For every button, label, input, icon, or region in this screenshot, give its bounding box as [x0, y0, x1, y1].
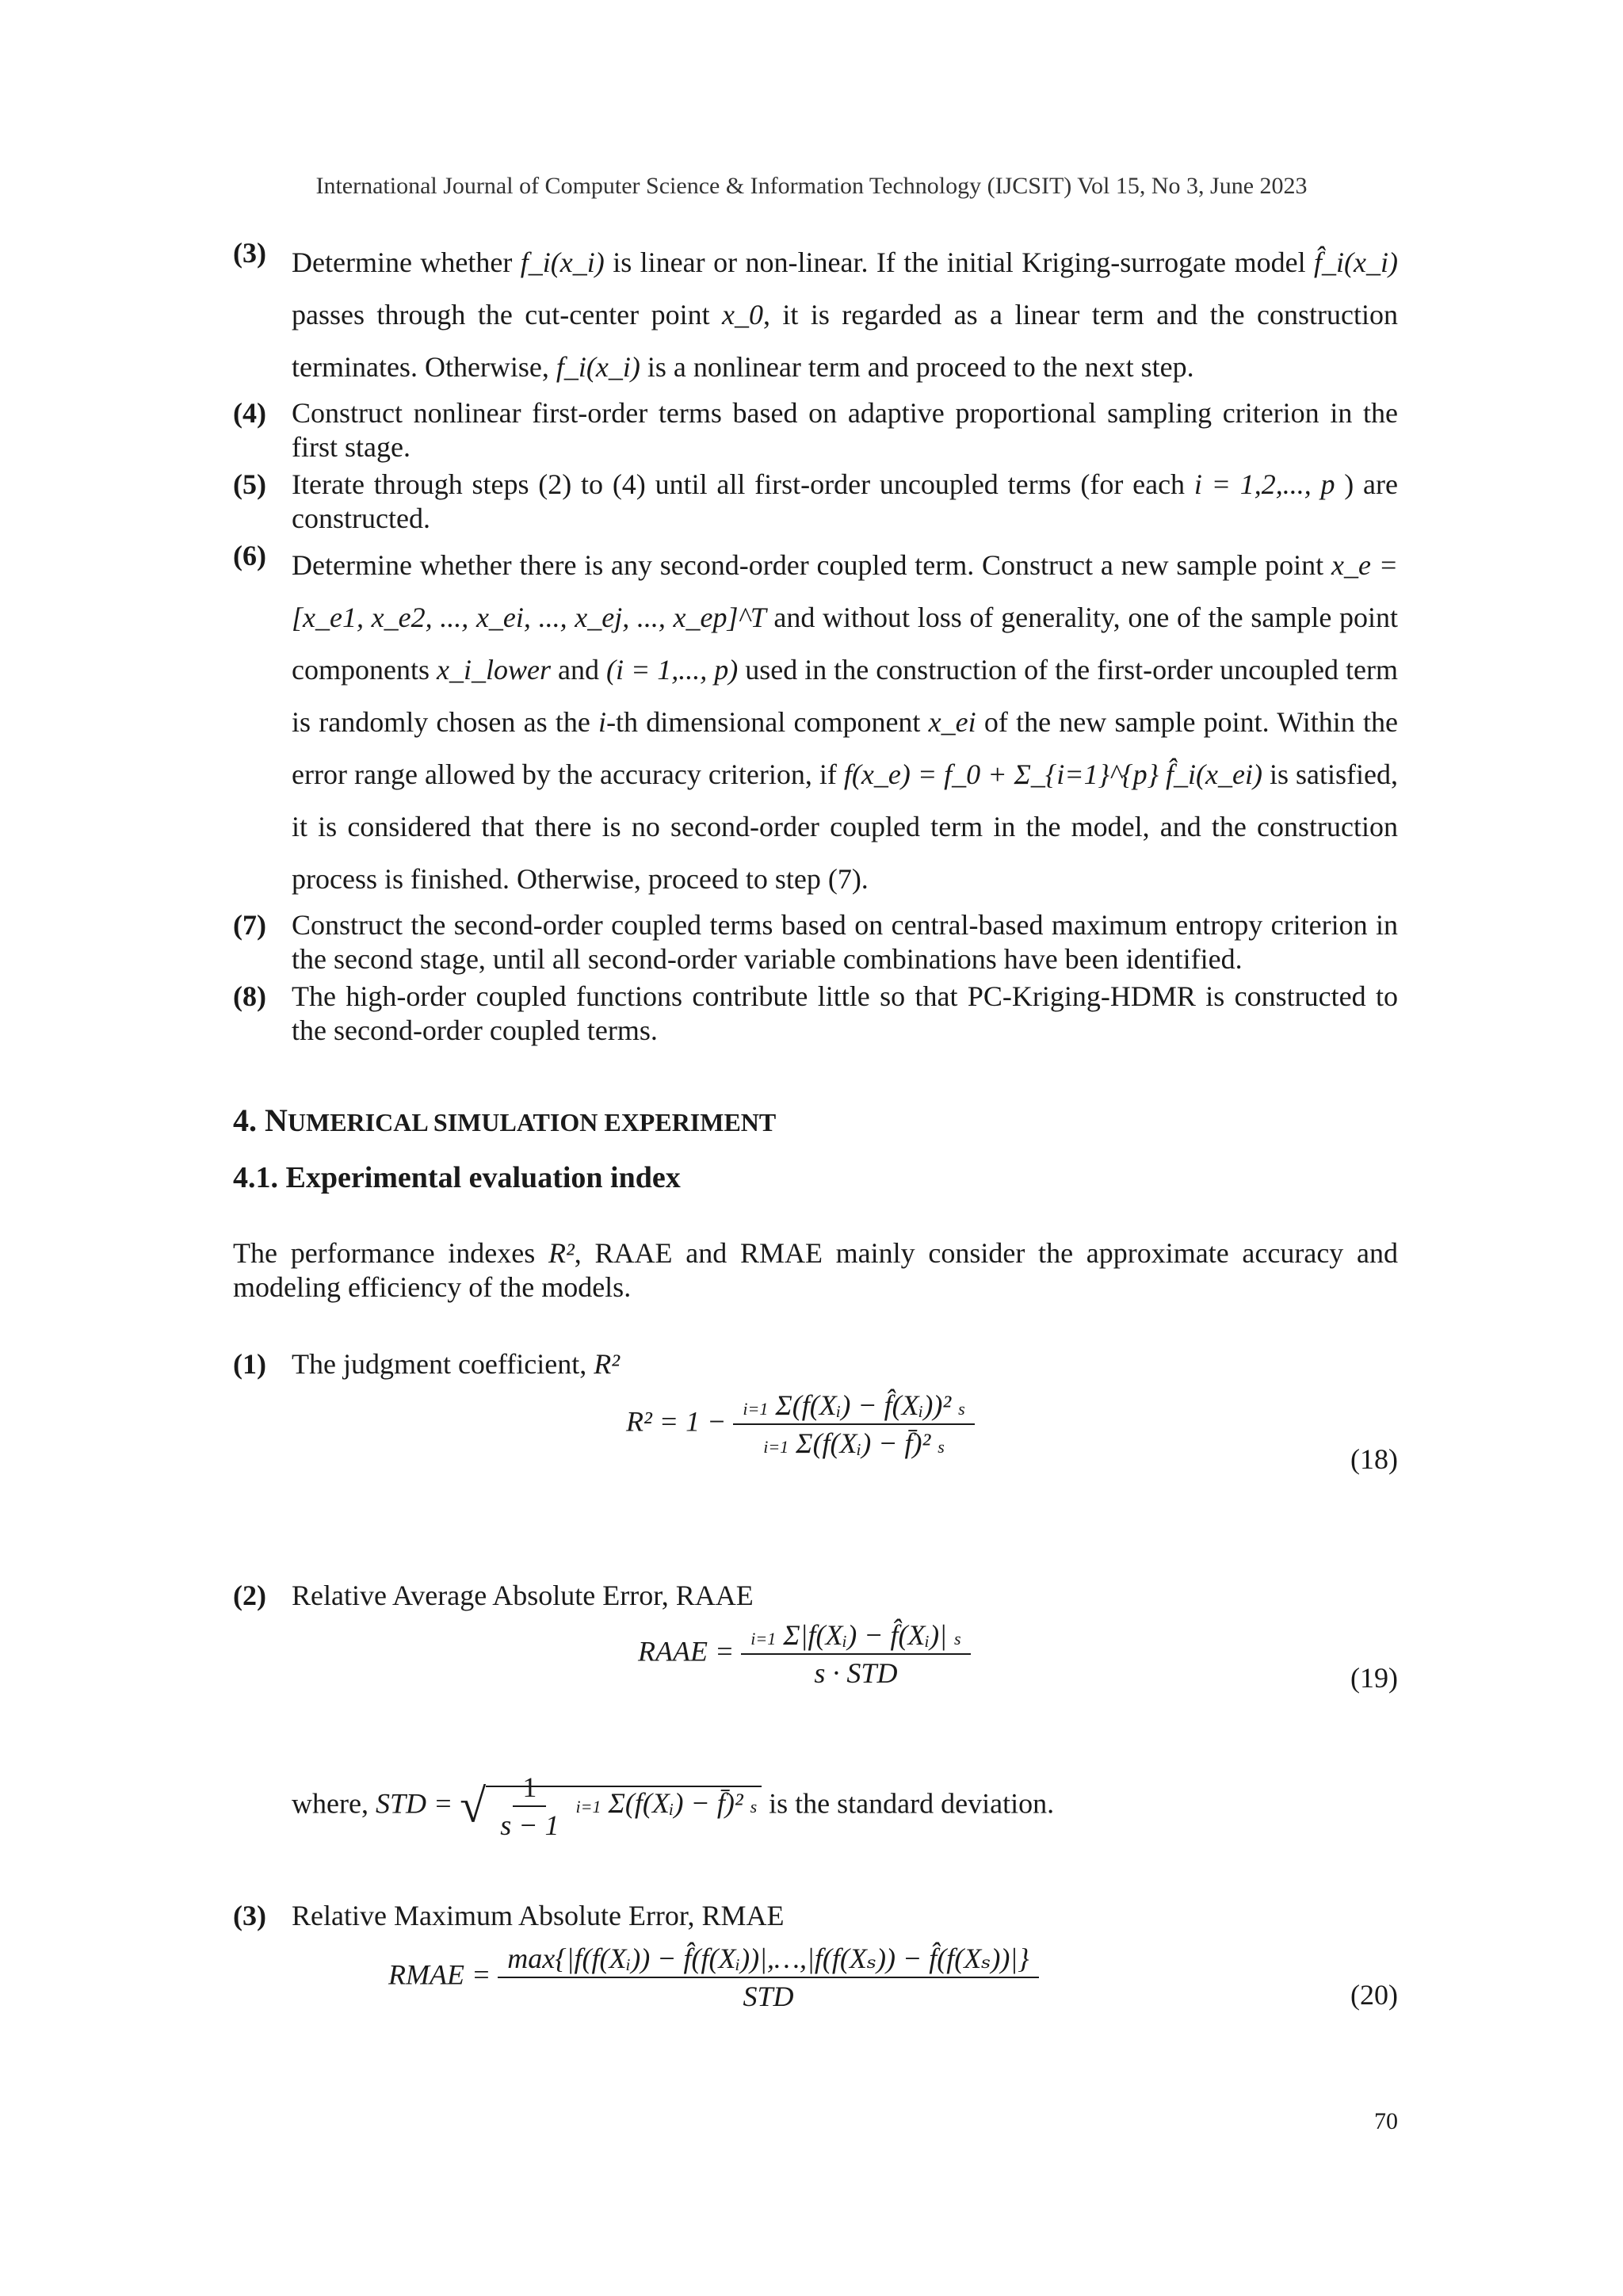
- sum-limit: i=1: [575, 1797, 601, 1817]
- eq-fraction: [498, 1940, 1038, 2015]
- std-lhs: STD =: [375, 1787, 453, 1820]
- step-body: [292, 539, 1398, 905]
- step-number: (3): [233, 237, 266, 269]
- item-number: (1): [233, 1348, 266, 1380]
- std-fraction: [491, 1769, 568, 1843]
- sqrt-body: [486, 1771, 762, 1841]
- math-fi-xi: f_i(x_i): [520, 246, 605, 278]
- math-x-lower: x_i_lower: [436, 654, 551, 686]
- eq-numerator: [741, 1617, 970, 1655]
- math-additive-condition: f(x_e) = f_0 + Σ_{i=1}^{p} f̂_i(x_ei): [843, 758, 1262, 790]
- intro-text: , RAAE and RMAE mainly consider the approximate accuracy and modeling efficiency of the models.: [233, 1237, 1398, 1303]
- std-frac-num: 1: [513, 1769, 546, 1807]
- step-text: of the new sample point. Within the error range allowed by the accuracy criterion, if: [292, 706, 1399, 790]
- equation-number: (20): [1350, 1979, 1398, 2011]
- step-body: Construct the second-order coupled terms based on central-based maximum entropy criterion in the second stage, until all second-order variable combinations have been identified.: [292, 909, 1398, 975]
- eq-lhs: RAAE =: [638, 1635, 735, 1668]
- step-number: (7): [233, 909, 266, 941]
- step-6: [233, 539, 1398, 905]
- step-3: [233, 236, 1398, 393]
- step-text: passes through the cut-center point: [292, 299, 722, 330]
- eq-numerator: max{|f(f(Xᵢ)) − f̂(f(Xᵢ))|,…,|f(f(Xₛ)) − f̂(f(Xₛ))|}: [498, 1940, 1038, 1978]
- step-text: Determine whether there is any second-order coupled term. Construct a new sample point: [292, 549, 1324, 581]
- step-7: [233, 908, 1398, 976]
- item-label: Relative Maximum Absolute Error, RMAE: [292, 1900, 785, 1931]
- math-x-ei: x_ei: [928, 706, 976, 738]
- step-8: [233, 980, 1398, 1048]
- std-post-text: is the standard deviation.: [769, 1787, 1055, 1820]
- step-number: (5): [233, 468, 266, 500]
- sum-limit: i=1: [743, 1399, 769, 1419]
- eq-denominator: s · STD: [814, 1657, 898, 1689]
- sum-limit: s: [750, 1797, 758, 1817]
- eq-lhs: RMAE =: [388, 1958, 491, 1991]
- item-label: The judgment coefficient,: [292, 1348, 594, 1380]
- section-number: 4.: [233, 1102, 265, 1138]
- eq-lhs: R² = 1 −: [626, 1405, 727, 1438]
- step-text: is linear or non-linear. If the initial Kriging-surrogate model: [604, 246, 1315, 278]
- intro-text: The performance indexes: [233, 1237, 548, 1269]
- math-fhat-xi: f̂_i(x_i): [1314, 246, 1398, 278]
- item-rmae: [233, 1899, 784, 1932]
- item-number: (3): [233, 1900, 266, 1931]
- equation-20: [388, 1940, 1039, 2015]
- math-index-range: (i = 1,..., p): [605, 654, 739, 686]
- step-body: [292, 468, 1398, 536]
- eq-den-expr: Σ(f(Xᵢ) − f̄)²: [796, 1427, 931, 1459]
- heading-initial: N: [265, 1102, 288, 1138]
- std-frac-den: s − 1: [500, 1809, 559, 1841]
- sqrt-icon: √: [460, 1779, 487, 1832]
- section-heading-4: [233, 1102, 776, 1139]
- item-label: Relative Average Absolute Error, RAAE: [292, 1580, 754, 1611]
- eq-num-expr: Σ(f(Xᵢ) − f̂(Xᵢ))²: [775, 1389, 952, 1421]
- intro-paragraph: [233, 1236, 1398, 1305]
- step-number: (4): [233, 397, 266, 429]
- eq-num-expr: Σ|f(Xᵢ) − f̂(Xᵢ)|: [783, 1619, 948, 1651]
- step-text: is a nonlinear term and proceed to the next step.: [640, 351, 1194, 383]
- heading-smallcaps: UMERICAL SIMULATION EXPERIMENT: [287, 1108, 777, 1137]
- item-judgment-coefficient: [233, 1347, 620, 1381]
- equation-18: [626, 1387, 975, 1461]
- math-r-squared: R²: [594, 1348, 620, 1380]
- sum-limit: i=1: [763, 1437, 789, 1457]
- sum-limit: i=1: [750, 1629, 777, 1648]
- procedure-steps: [233, 236, 1398, 1051]
- step-text: , it is regarded as a linear term and the construction terminates. Otherwise,: [292, 299, 1399, 383]
- step-text: Iterate through steps (2) to (4) until all first-order uncoupled terms (for each: [292, 468, 1194, 500]
- step-text: and without loss of generality, one of the sample point components: [292, 602, 1398, 686]
- item-raae: [233, 1579, 754, 1612]
- std-pre-text: where,: [292, 1787, 376, 1820]
- sum-limit: s: [938, 1437, 945, 1457]
- step-text: used in the construction of the first-order uncoupled term is randomly chosen as the: [292, 654, 1398, 738]
- eq-fraction: [741, 1617, 970, 1691]
- equation-number: (18): [1350, 1443, 1398, 1475]
- item-number: (2): [233, 1580, 266, 1611]
- math-fi-xi: f_i(x_i): [556, 351, 640, 383]
- step-text: is satisfied, it is considered that there is no second-order coupled term in the model, and the construction process is finished. Otherwise, proceed to step (7).: [292, 758, 1398, 895]
- step-body: Construct nonlinear first-order terms based on adaptive proportional sampling criterion in the first stage.: [292, 397, 1398, 463]
- eq-denominator: [754, 1425, 954, 1461]
- equation-number: (19): [1350, 1662, 1398, 1694]
- eq-fraction: [733, 1387, 974, 1461]
- section-heading-4-1: 4.1. Experimental evaluation index: [233, 1161, 681, 1194]
- math-sample-point-xe: x_e = [x_e1, x_e2, ..., x_ei, ..., x_ej, ..., x_ep]^T: [292, 549, 1399, 633]
- step-text: -th dimensional component: [606, 706, 929, 738]
- sum-limit: s: [958, 1399, 965, 1419]
- sum-limit: s: [954, 1629, 961, 1648]
- math-r-squared: R²: [548, 1237, 575, 1269]
- step-body: [292, 236, 1398, 393]
- eq-numerator: [733, 1387, 974, 1425]
- math-i: i: [598, 706, 607, 738]
- math-index-range: i = 1,2,..., p: [1193, 468, 1335, 500]
- std-definition: [292, 1769, 1054, 1843]
- step-text: ) are constructed.: [292, 468, 1399, 534]
- step-body: The high-order coupled functions contribute little so that PC-Kriging-HDMR is constructed to the second-order coupled terms.: [292, 980, 1398, 1046]
- math-x0: x_0: [722, 299, 763, 330]
- step-number: (8): [233, 980, 266, 1012]
- eq-denominator: STD: [743, 1981, 794, 2012]
- step-text: and: [550, 654, 606, 686]
- page-number: 70: [1374, 2108, 1398, 2134]
- step-text: Determine whether: [292, 246, 521, 278]
- step-4: [233, 396, 1398, 464]
- step-number: (6): [233, 540, 266, 571]
- std-body: Σ(f(Xᵢ) − f̄)²: [608, 1787, 743, 1820]
- equation-19: [638, 1617, 971, 1691]
- running-header: International Journal of Computer Science & Information Technology (IJCSIT) Vol 15, No 3, June 2023: [315, 173, 1308, 199]
- step-5: [233, 468, 1398, 536]
